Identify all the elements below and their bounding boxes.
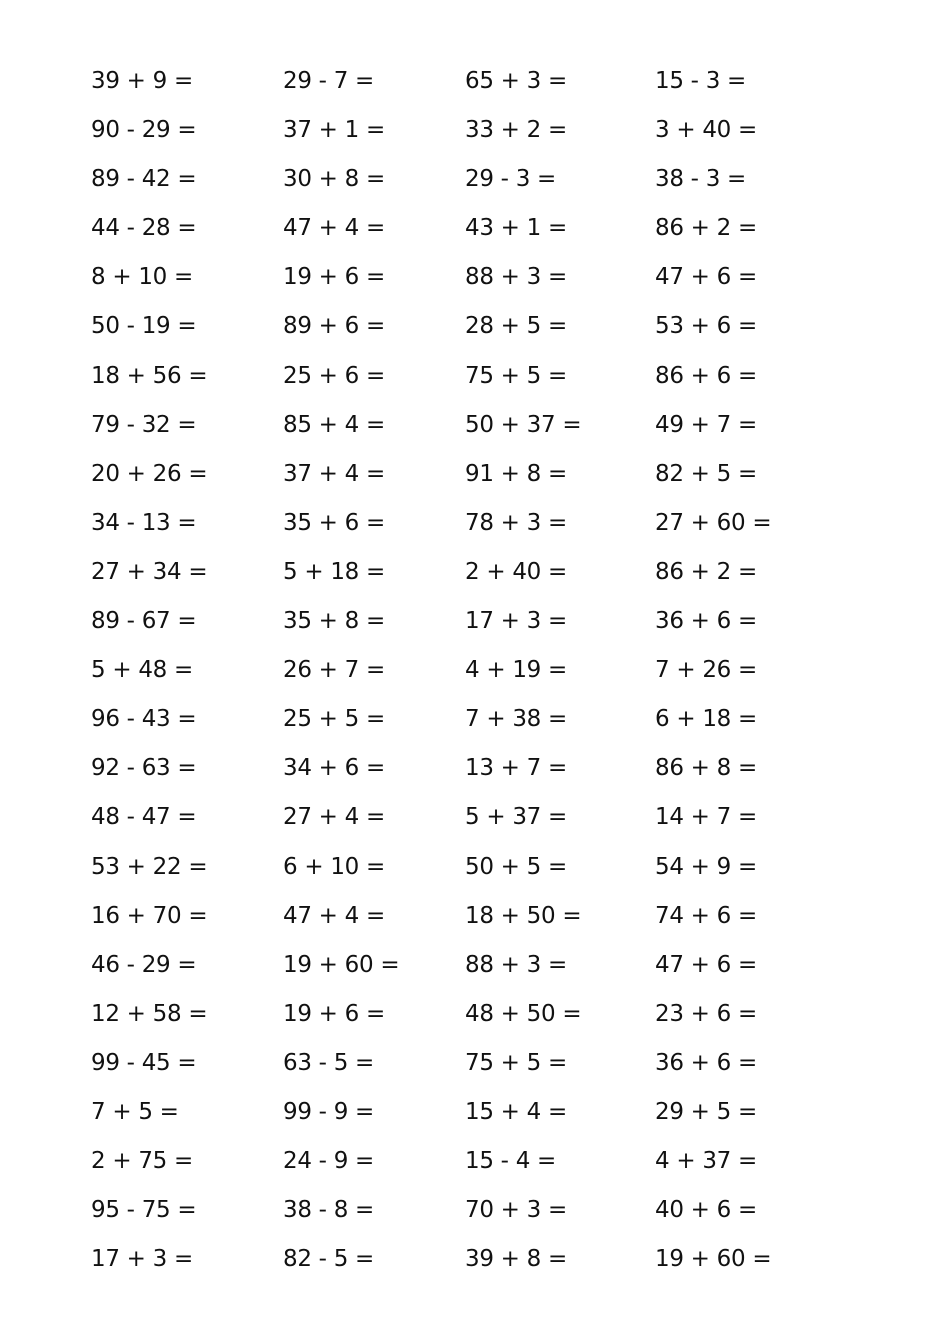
math-problem: 34 - 13 =: [91, 509, 197, 536]
math-problem: 25 + 6 =: [283, 362, 385, 389]
math-problem: 49 + 7 =: [655, 411, 757, 438]
math-problem: 47 + 4 =: [283, 902, 385, 929]
math-worksheet: [0, 58, 950, 1285]
math-problem: 82 - 5 =: [283, 1246, 375, 1273]
math-problem: 19 + 6 =: [283, 1000, 385, 1027]
problem-row: [0, 303, 950, 352]
math-problem: 86 + 2 =: [655, 215, 757, 242]
math-problem: 48 + 50 =: [465, 1000, 582, 1027]
math-problem: 15 - 3 =: [655, 68, 747, 94]
problem-row: [0, 156, 950, 205]
math-problem: 53 + 6 =: [655, 313, 757, 340]
math-problem: 65 + 3 =: [465, 68, 567, 94]
math-problem: 20 + 26 =: [91, 460, 208, 487]
problem-row: [0, 794, 950, 843]
math-problem: 39 + 9 =: [91, 68, 193, 94]
math-problem: 95 - 75 =: [91, 1197, 197, 1224]
math-problem: 88 + 3 =: [465, 264, 567, 291]
math-problem: 17 + 3 =: [91, 1246, 193, 1273]
math-problem: 85 + 4 =: [283, 411, 385, 438]
math-problem: 15 - 4 =: [465, 1148, 557, 1175]
math-problem: 38 - 3 =: [655, 166, 747, 193]
math-problem: 28 + 5 =: [465, 313, 567, 340]
math-problem: 18 + 50 =: [465, 902, 582, 929]
math-problem: 19 + 60 =: [283, 951, 400, 978]
math-problem: 27 + 34 =: [91, 558, 208, 585]
math-problem: 99 - 45 =: [91, 1049, 197, 1076]
math-problem: 27 + 4 =: [283, 804, 385, 831]
math-problem: 33 + 2 =: [465, 117, 567, 144]
problem-row: [0, 991, 950, 1040]
math-problem: 39 + 8 =: [465, 1246, 567, 1273]
math-problem: 86 + 2 =: [655, 558, 757, 585]
problem-row: [0, 942, 950, 991]
problem-row: [0, 254, 950, 303]
math-problem: 70 + 3 =: [465, 1197, 567, 1224]
math-problem: 44 - 28 =: [91, 215, 197, 242]
math-problem: 36 + 6 =: [655, 608, 757, 635]
math-problem: 50 + 37 =: [465, 411, 582, 438]
math-problem: 38 - 8 =: [283, 1197, 375, 1224]
problem-row: [0, 1187, 950, 1236]
problem-row: [0, 893, 950, 942]
math-problem: 8 + 10 =: [91, 264, 193, 291]
problem-row: [0, 696, 950, 745]
math-problem: 47 + 6 =: [655, 264, 757, 291]
math-problem: 27 + 60 =: [655, 509, 772, 536]
math-problem: 89 + 6 =: [283, 313, 385, 340]
math-problem: 13 + 7 =: [465, 755, 567, 782]
math-problem: 37 + 4 =: [283, 460, 385, 487]
math-problem: 18 + 56 =: [91, 362, 208, 389]
math-problem: 6 + 10 =: [283, 853, 385, 880]
math-problem: 7 + 38 =: [465, 706, 567, 733]
math-problem: 12 + 58 =: [91, 1000, 208, 1027]
math-problem: 4 + 19 =: [465, 657, 567, 684]
math-problem: 74 + 6 =: [655, 902, 757, 929]
math-problem: 91 + 8 =: [465, 460, 567, 487]
math-problem: 46 - 29 =: [91, 951, 197, 978]
math-problem: 4 + 37 =: [655, 1148, 757, 1175]
math-problem: 96 - 43 =: [91, 706, 197, 733]
math-problem: 7 + 5 =: [91, 1098, 179, 1125]
math-problem: 89 - 67 =: [91, 608, 197, 635]
math-problem: 25 + 5 =: [283, 706, 385, 733]
math-problem: 82 + 5 =: [655, 460, 757, 487]
problem-row: [0, 549, 950, 598]
math-problem: 54 + 9 =: [655, 853, 757, 880]
math-problem: 24 - 9 =: [283, 1148, 375, 1175]
math-problem: 50 - 19 =: [91, 313, 197, 340]
math-problem: 17 + 3 =: [465, 608, 567, 635]
math-problem: 47 + 4 =: [283, 215, 385, 242]
math-problem: 29 + 5 =: [655, 1098, 757, 1125]
problem-row: [0, 745, 950, 794]
problem-row: [0, 58, 950, 107]
math-problem: 75 + 5 =: [465, 1049, 567, 1076]
problem-row: [0, 1236, 950, 1285]
math-problem: 23 + 6 =: [655, 1000, 757, 1027]
problem-row: [0, 1138, 950, 1187]
math-problem: 29 - 3 =: [465, 166, 557, 193]
math-problem: 63 - 5 =: [283, 1049, 375, 1076]
math-problem: 35 + 6 =: [283, 509, 385, 536]
math-problem: 3 + 40 =: [655, 117, 757, 144]
math-problem: 90 - 29 =: [91, 117, 197, 144]
problem-row: [0, 353, 950, 402]
math-problem: 89 - 42 =: [91, 166, 197, 193]
problem-row: [0, 1089, 950, 1138]
math-problem: 19 + 60 =: [655, 1246, 772, 1273]
problem-row: [0, 598, 950, 647]
math-problem: 35 + 8 =: [283, 608, 385, 635]
math-problem: 79 - 32 =: [91, 411, 197, 438]
math-problem: 2 + 75 =: [91, 1148, 193, 1175]
problem-row: [0, 1040, 950, 1089]
math-problem: 43 + 1 =: [465, 215, 567, 242]
problem-row: [0, 107, 950, 156]
math-problem: 5 + 37 =: [465, 804, 567, 831]
problem-row: [0, 500, 950, 549]
math-problem: 29 - 7 =: [283, 68, 375, 94]
math-problem: 19 + 6 =: [283, 264, 385, 291]
math-problem: 86 + 8 =: [655, 755, 757, 782]
math-problem: 40 + 6 =: [655, 1197, 757, 1224]
math-problem: 26 + 7 =: [283, 657, 385, 684]
math-problem: 34 + 6 =: [283, 755, 385, 782]
math-problem: 7 + 26 =: [655, 657, 757, 684]
math-problem: 78 + 3 =: [465, 509, 567, 536]
math-problem: 14 + 7 =: [655, 804, 757, 831]
math-problem: 15 + 4 =: [465, 1098, 567, 1125]
math-problem: 2 + 40 =: [465, 558, 567, 585]
math-problem: 92 - 63 =: [91, 755, 197, 782]
math-problem: 99 - 9 =: [283, 1098, 375, 1125]
math-problem: 86 + 6 =: [655, 362, 757, 389]
problem-row: [0, 205, 950, 254]
math-problem: 75 + 5 =: [465, 362, 567, 389]
math-problem: 5 + 48 =: [91, 657, 193, 684]
math-problem: 53 + 22 =: [91, 853, 208, 880]
math-problem: 37 + 1 =: [283, 117, 385, 144]
math-problem: 5 + 18 =: [283, 558, 385, 585]
math-problem: 88 + 3 =: [465, 951, 567, 978]
math-problem: 16 + 70 =: [91, 902, 208, 929]
problem-row: [0, 402, 950, 451]
problem-row: [0, 451, 950, 500]
math-problem: 50 + 5 =: [465, 853, 567, 880]
math-problem: 30 + 8 =: [283, 166, 385, 193]
math-problem: 47 + 6 =: [655, 951, 757, 978]
problem-row: [0, 844, 950, 893]
math-problem: 48 - 47 =: [91, 804, 197, 831]
math-problem: 6 + 18 =: [655, 706, 757, 733]
problem-row: [0, 647, 950, 696]
math-problem: 36 + 6 =: [655, 1049, 757, 1076]
